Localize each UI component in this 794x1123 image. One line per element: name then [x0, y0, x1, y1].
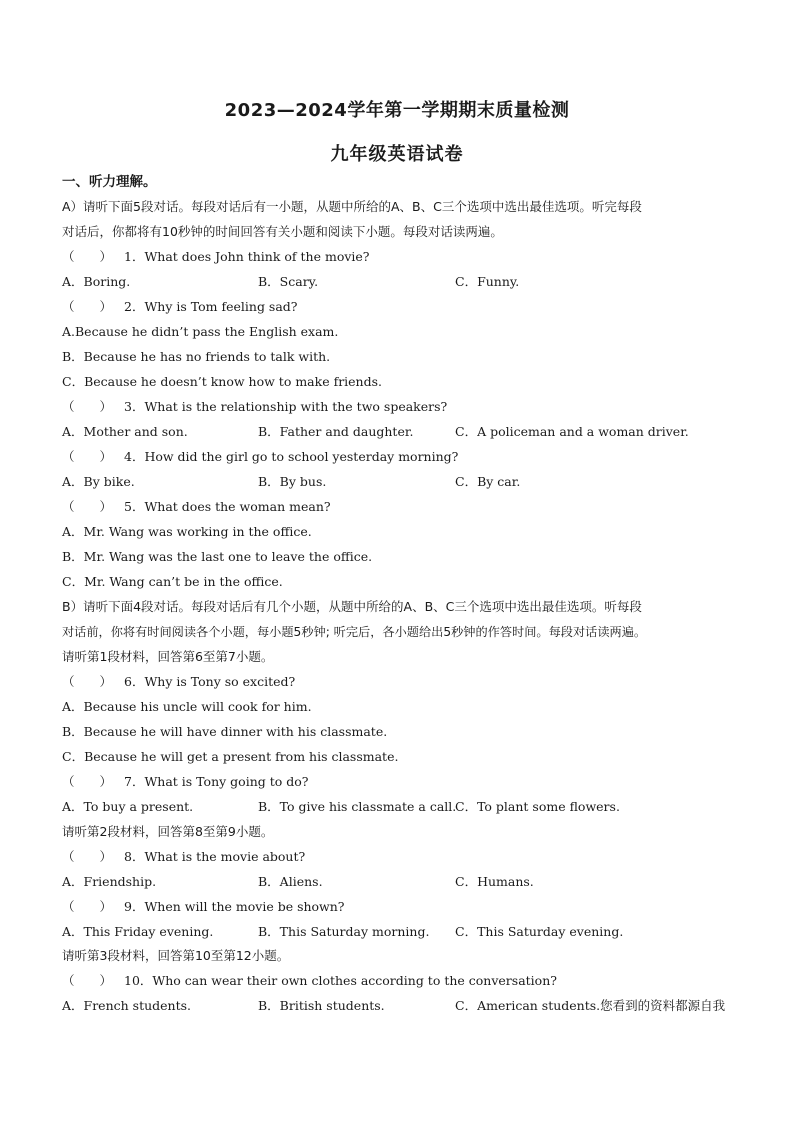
answer-blank[interactable]: （ ） [62, 449, 113, 464]
option-c: C．American students. [455, 998, 601, 1013]
option-b: B．British students. [258, 998, 385, 1013]
option-a: A．French students. [62, 998, 191, 1013]
question-3-options [62, 422, 742, 442]
answer-blank[interactable]: （ ） [62, 399, 113, 414]
option-c: C．To plant some flowers. [455, 799, 620, 814]
question-text: 4．How did the girl go to school yesterday morning? [124, 449, 459, 464]
question-10 [62, 971, 742, 991]
question-1-options [62, 272, 742, 292]
question-text: 8．What is the movie about? [124, 849, 306, 864]
option-c: C．Mr. Wang can’t be in the office. [62, 574, 283, 589]
question-4-options [62, 472, 742, 492]
page-subtitle: 九年级英语试卷 [330, 144, 464, 165]
source-watermark-text: 您看到的资料都源自我 [600, 998, 726, 1013]
option-c: C．By car. [455, 474, 521, 489]
page-title: 2023—2024学年第一学期期末质量检测 [224, 100, 570, 121]
material-3-instruction: 请听第3段材料，回答第10至第12小题。 [62, 948, 290, 963]
option-b: B．To give his classmate a call. [258, 799, 457, 814]
material-2-instruction: 请听第2段材料，回答第8至第9小题。 [62, 824, 274, 839]
answer-blank[interactable]: （ ） [62, 973, 113, 988]
question-text: 1．What does John think of the movie? [124, 249, 370, 264]
answer-blank[interactable]: （ ） [62, 299, 113, 314]
answer-blank[interactable]: （ ） [62, 774, 113, 789]
option-c: C．A policeman and a woman driver. [455, 424, 689, 439]
option-a: A．Boring. [62, 274, 131, 289]
option-b: B．Aliens. [258, 874, 323, 889]
question-3 [62, 397, 742, 417]
question-text: 5．What does the woman mean? [124, 499, 331, 514]
question-text: 6．Why is Tony so excited? [124, 674, 296, 689]
question-9-options [62, 922, 742, 942]
option-c-group [455, 996, 725, 1016]
option-b: B．This Saturday morning. [258, 924, 430, 939]
question-7 [62, 772, 742, 792]
question-text: 2．Why is Tom feeling sad? [124, 299, 298, 314]
option-b: B．Father and daughter. [258, 424, 414, 439]
question-8 [62, 847, 742, 867]
option-b: B．Scary. [258, 274, 319, 289]
part-b-instruction-1: B）请听下面4段对话。每段对话后有几个小题，从题中所给的A、B、C三个选项中选出最佳选项。听每段 [62, 599, 642, 614]
question-5 [62, 497, 742, 517]
question-text: 10．Who can wear their own clothes according to the conversation? [124, 973, 557, 988]
answer-blank[interactable]: （ ） [62, 249, 113, 264]
part-a-instruction-1: A）请听下面5段对话。每段对话后有一小题，从题中所给的A、B、C三个选项中选出最佳选项。听完每段 [62, 199, 642, 214]
option-b: B．Because he will have dinner with his classmate. [62, 724, 388, 739]
material-1-instruction: 请听第1段材料，回答第6至第7小题。 [62, 649, 274, 664]
answer-blank[interactable]: （ ） [62, 674, 113, 689]
option-a: A．Mr. Wang was working in the office. [62, 524, 312, 539]
part-b-instruction-2: 对话前，你将有时间阅读各个小题，每小题5秒钟; 听完后，各小题给出5秒钟的作答时间。每段对话读两遍。 [62, 625, 647, 639]
part-a-instruction-2: 对话后，你都将有10秒钟的时间回答有关小题和阅读下小题。每段对话读两遍。 [62, 224, 503, 239]
option-b: B．By bus. [258, 474, 327, 489]
question-text: 7．What is Tony going to do? [124, 774, 309, 789]
option-a: A．Mother and son. [62, 424, 188, 439]
option-c: C．Funny. [455, 274, 520, 289]
question-9 [62, 897, 742, 917]
answer-blank[interactable]: （ ） [62, 849, 113, 864]
answer-blank[interactable]: （ ） [62, 499, 113, 514]
option-c: C．Because he will get a present from his classmate. [62, 749, 399, 764]
question-1 [62, 247, 742, 267]
option-a: A．To buy a present. [62, 799, 194, 814]
option-c: C．Because he doesn’t know how to make friends. [62, 374, 383, 389]
question-text: 3．What is the relationship with the two speakers? [124, 399, 448, 414]
option-a: A．By bike. [62, 474, 135, 489]
option-a: A．This Friday evening. [62, 924, 214, 939]
option-a: A．Friendship. [62, 874, 157, 889]
option-c: C．This Saturday evening. [455, 924, 624, 939]
question-6 [62, 672, 742, 692]
option-a: A.Because he didn’t pass the English exam. [62, 324, 339, 339]
question-2 [62, 297, 742, 317]
question-text: 9．When will the movie be shown? [124, 899, 345, 914]
answer-blank[interactable]: （ ） [62, 899, 113, 914]
question-8-options [62, 872, 742, 892]
question-7-options [62, 797, 742, 817]
option-a: A．Because his uncle will cook for him. [62, 699, 312, 714]
question-10-options [62, 996, 742, 1016]
question-4 [62, 447, 742, 467]
option-c: C．Humans. [455, 874, 534, 889]
option-b: B．Mr. Wang was the last one to leave the office. [62, 549, 373, 564]
section-heading: 一、听力理解。 [62, 174, 157, 190]
option-b: B．Because he has no friends to talk with. [62, 349, 331, 364]
